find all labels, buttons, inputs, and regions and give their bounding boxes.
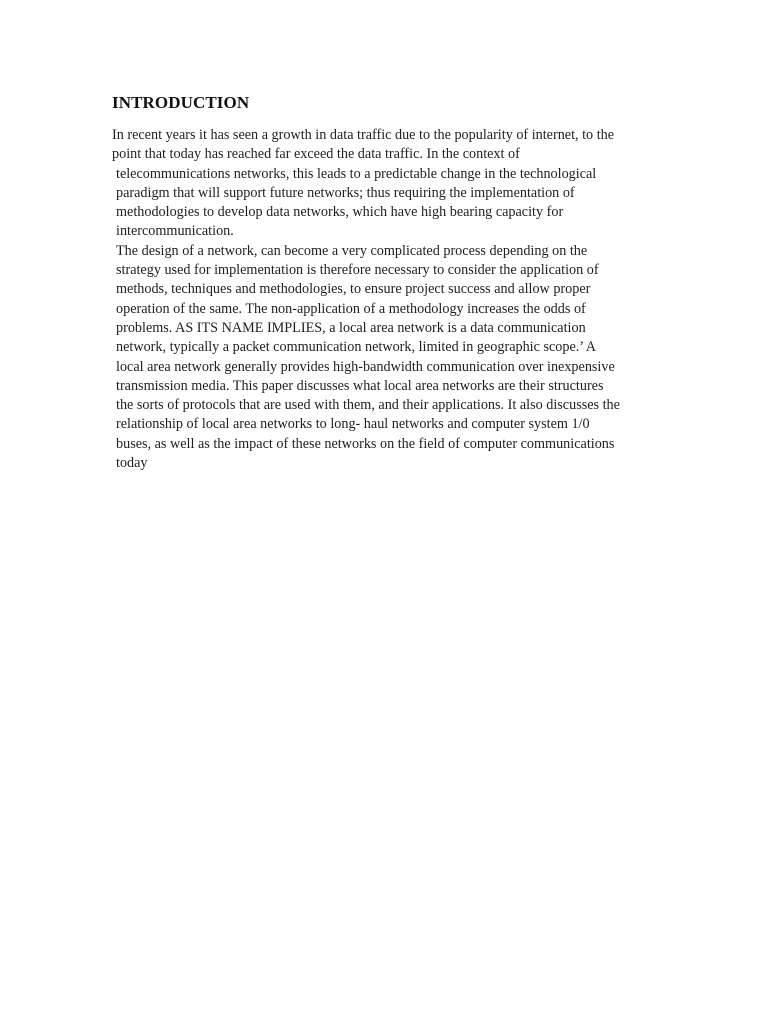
text-line: problems. AS ITS NAME IMPLIES, a local area network is a data communication	[116, 319, 586, 336]
body-paragraph	[112, 126, 657, 473]
text-line: today	[116, 455, 148, 472]
text-line: telecommunications networks, this leads to a predictable change in the technological	[116, 165, 597, 182]
text-line: paradigm that will support future networks; thus requiring the implementation of	[116, 184, 575, 201]
text-line: network, typically a packet communication network, limited in geographic scope.’ A	[116, 339, 596, 356]
text-line: The design of a network, can become a very complicated process depending on the	[116, 242, 588, 259]
text-line: transmission media. This paper discusses what local area networks are their structures	[116, 377, 604, 394]
text-line: the sorts of protocols that are used with them, and their applications. It also discusses the	[116, 397, 620, 414]
text-line: buses, as well as the impact of these networks on the field of computer communications	[116, 435, 615, 452]
text-line: In recent years it has seen a growth in data traffic due to the popularity of internet, to the	[112, 127, 615, 143]
text-line: methods, techniques and methodologies, to ensure project success and allow proper	[116, 281, 591, 298]
text-line: strategy used for implementation is therefore necessary to consider the application of	[116, 262, 599, 279]
section-heading: INTRODUCTION	[112, 93, 250, 112]
text-line: operation of the same. The non-application of a methodology increases the odds of	[116, 300, 586, 317]
text-line: relationship of local area networks to long- haul networks and computer system 1/0	[116, 416, 590, 433]
text-line: intercommunication.	[116, 223, 234, 240]
text-line: methodologies to develop data networks, which have high bearing capacity for	[116, 204, 564, 221]
text-line: point that today has reached far exceed the data traffic. In the context of	[112, 146, 520, 163]
text-line: local area network generally provides high-bandwidth communication over inexpensive	[116, 358, 615, 375]
